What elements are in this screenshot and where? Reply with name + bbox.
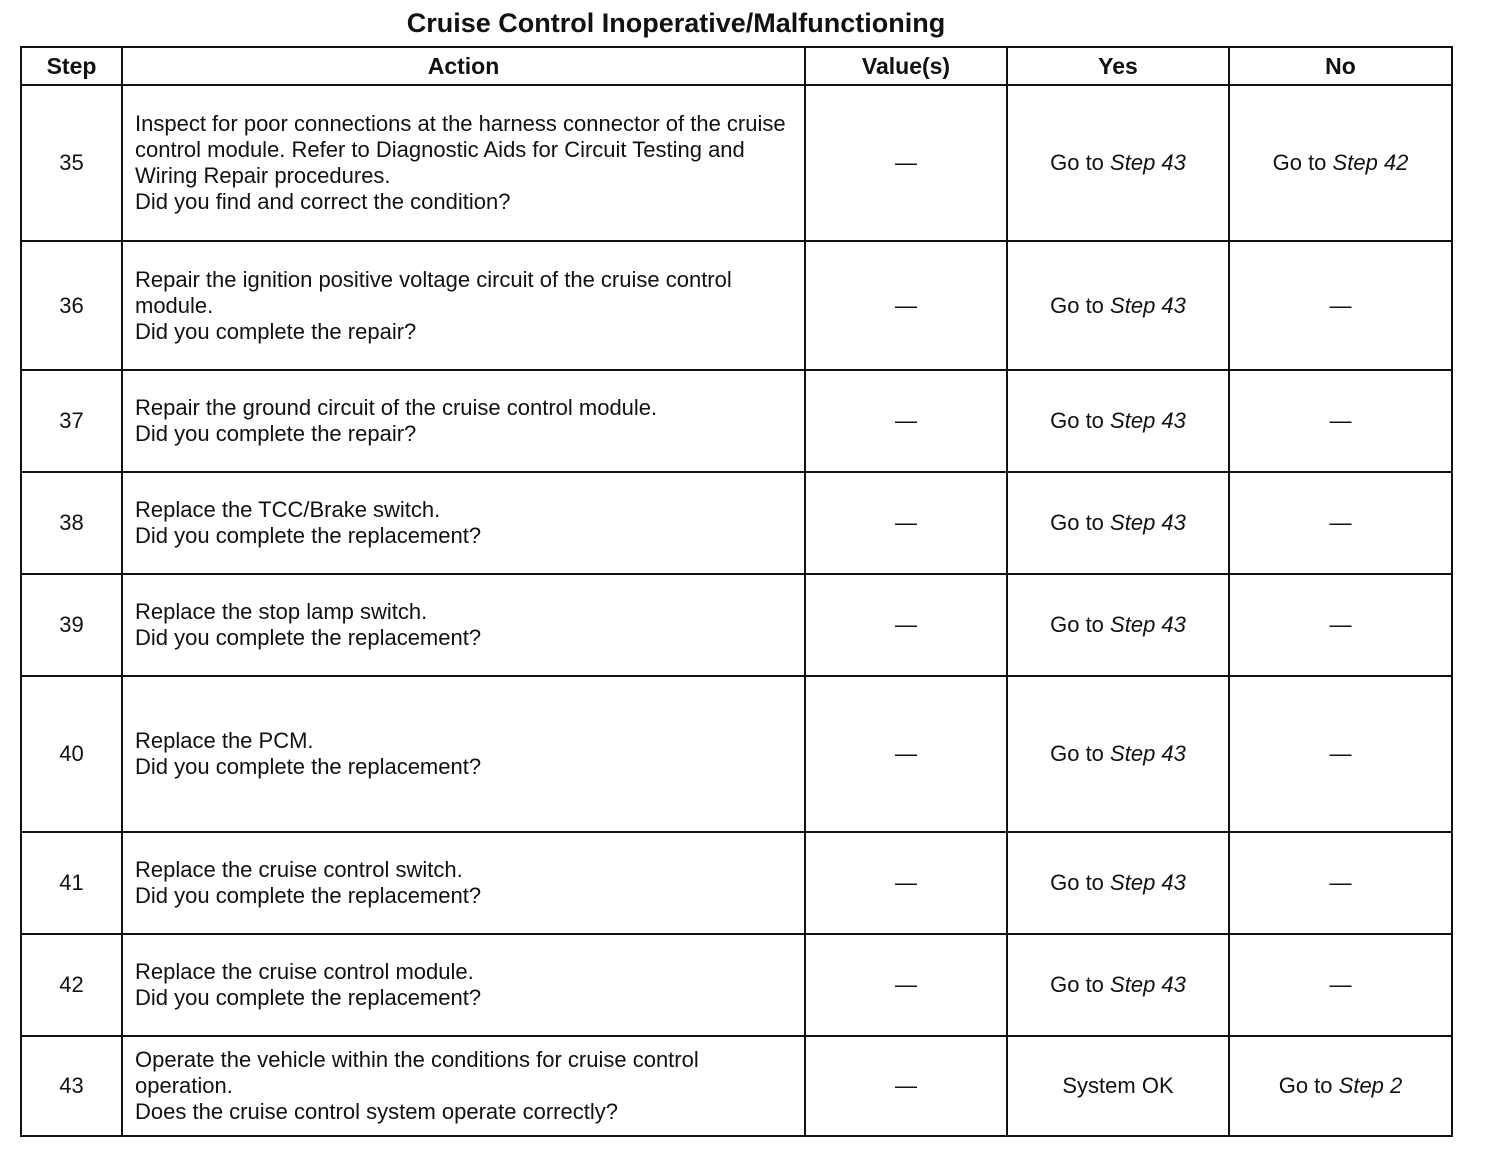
step-number: 40 [21, 676, 122, 832]
yes-step-ref: Step 43 [1110, 510, 1186, 535]
value-cell: — [805, 241, 1007, 370]
question-text: Did you complete the replacement? [135, 985, 482, 1010]
step-number: 36 [21, 241, 122, 370]
yes-step-ref: Step 43 [1110, 741, 1186, 766]
yes-prefix: Go to [1050, 408, 1104, 433]
no-cell [1229, 1036, 1452, 1136]
header-step: Step [21, 47, 122, 85]
table-title: Cruise Control Inoperative/Malfunctioning [406, 8, 946, 38]
no-step-ref: Step 2 [1338, 1073, 1403, 1098]
value-cell: — [805, 676, 1007, 832]
question-text: Did you complete the replacement? [135, 754, 482, 779]
value-cell: — [805, 1036, 1007, 1136]
yes-cell [1007, 574, 1229, 676]
question-text: Does the cruise control system operate correctly? [135, 1099, 618, 1124]
question-text: Did you complete the replacement? [135, 625, 482, 650]
step-number: 42 [21, 934, 122, 1036]
no-cell [1229, 85, 1452, 241]
action-cell [122, 832, 805, 934]
action-cell [122, 1036, 805, 1136]
table-row [21, 370, 1452, 472]
action-text: Replace the cruise control module. [135, 959, 474, 984]
action-text: Repair the ground circuit of the cruise control module. [135, 395, 658, 420]
action-text: Replace the TCC/Brake switch. [135, 497, 441, 522]
step-number: 38 [21, 472, 122, 574]
header-row [21, 47, 1452, 85]
yes-prefix: Go to [1050, 972, 1104, 997]
yes-prefix: Go to [1050, 510, 1104, 535]
action-text: Inspect for poor connections at the harness connector of the cruise control module. Refer to Diagnostic Aids for Circuit Testing and Wiring Repair procedures. [135, 111, 786, 188]
no-prefix: Go to [1278, 1073, 1333, 1098]
yes-cell [1007, 832, 1229, 934]
value-cell: — [805, 472, 1007, 574]
yes-prefix: Go to [1050, 150, 1104, 175]
value-cell: — [805, 832, 1007, 934]
header-no: No [1229, 47, 1452, 85]
table-row [21, 832, 1452, 934]
value-cell: — [805, 934, 1007, 1036]
no-cell: — [1229, 241, 1452, 370]
step-number: 41 [21, 832, 122, 934]
no-cell: — [1229, 676, 1452, 832]
question-text: Did you complete the repair? [135, 421, 417, 446]
yes-cell [1007, 370, 1229, 472]
action-cell [122, 574, 805, 676]
step-number: 35 [21, 85, 122, 241]
action-text: Repair the ignition positive voltage circuit of the cruise control module. [135, 266, 732, 318]
table-row [21, 574, 1452, 676]
yes-prefix: Go to [1050, 870, 1104, 895]
no-cell: — [1229, 934, 1452, 1036]
question-text: Did you complete the replacement? [135, 883, 482, 908]
question-text: Did you complete the replacement? [135, 523, 482, 548]
step-number: 43 [21, 1036, 122, 1136]
action-cell [122, 241, 805, 370]
no-cell: — [1229, 832, 1452, 934]
diagnostic-table [20, 46, 1453, 1137]
yes-step-ref: Step 43 [1110, 292, 1186, 318]
value-cell: — [805, 574, 1007, 676]
action-cell [122, 934, 805, 1036]
yes-prefix: Go to [1050, 741, 1104, 766]
yes-step-ref: Step 43 [1110, 612, 1186, 637]
table-row [21, 1036, 1452, 1136]
no-cell: — [1229, 370, 1452, 472]
action-cell [122, 472, 805, 574]
question-text: Did you complete the repair? [135, 318, 417, 344]
yes-cell: System OK [1007, 1036, 1229, 1136]
header-yes: Yes [1007, 47, 1229, 85]
yes-prefix: Go to [1050, 612, 1104, 637]
no-cell: — [1229, 472, 1452, 574]
yes-step-ref: Step 43 [1110, 972, 1186, 997]
table-row [21, 934, 1452, 1036]
header-action: Action [122, 47, 805, 85]
yes-cell [1007, 472, 1229, 574]
value-cell: — [805, 85, 1007, 241]
table-row [21, 472, 1452, 574]
yes-step-ref: Step 43 [1110, 150, 1186, 175]
no-cell: — [1229, 574, 1452, 676]
action-text: Replace the cruise control switch. [135, 857, 463, 882]
yes-step-ref: Step 43 [1110, 870, 1186, 895]
question-text: Did you find and correct the condition? [135, 189, 511, 214]
action-cell [122, 676, 805, 832]
yes-cell [1007, 85, 1229, 241]
header-values: Value(s) [805, 47, 1007, 85]
action-cell [122, 370, 805, 472]
action-cell [122, 85, 805, 241]
yes-cell [1007, 241, 1229, 370]
yes-step-ref: Step 43 [1110, 408, 1186, 433]
action-text: Replace the PCM. [135, 728, 314, 753]
yes-cell [1007, 676, 1229, 832]
action-text: Replace the stop lamp switch. [135, 599, 428, 624]
action-text: Operate the vehicle within the conditions for cruise control operation. [135, 1047, 699, 1098]
table-row [21, 85, 1452, 241]
no-step-ref: Step 42 [1332, 150, 1409, 175]
yes-cell [1007, 934, 1229, 1036]
yes-prefix: Go to [1050, 292, 1104, 318]
no-prefix: Go to [1272, 150, 1327, 175]
table-row [21, 241, 1452, 370]
table-row [21, 676, 1452, 832]
step-number: 37 [21, 370, 122, 472]
step-number: 39 [21, 574, 122, 676]
value-cell: — [805, 370, 1007, 472]
